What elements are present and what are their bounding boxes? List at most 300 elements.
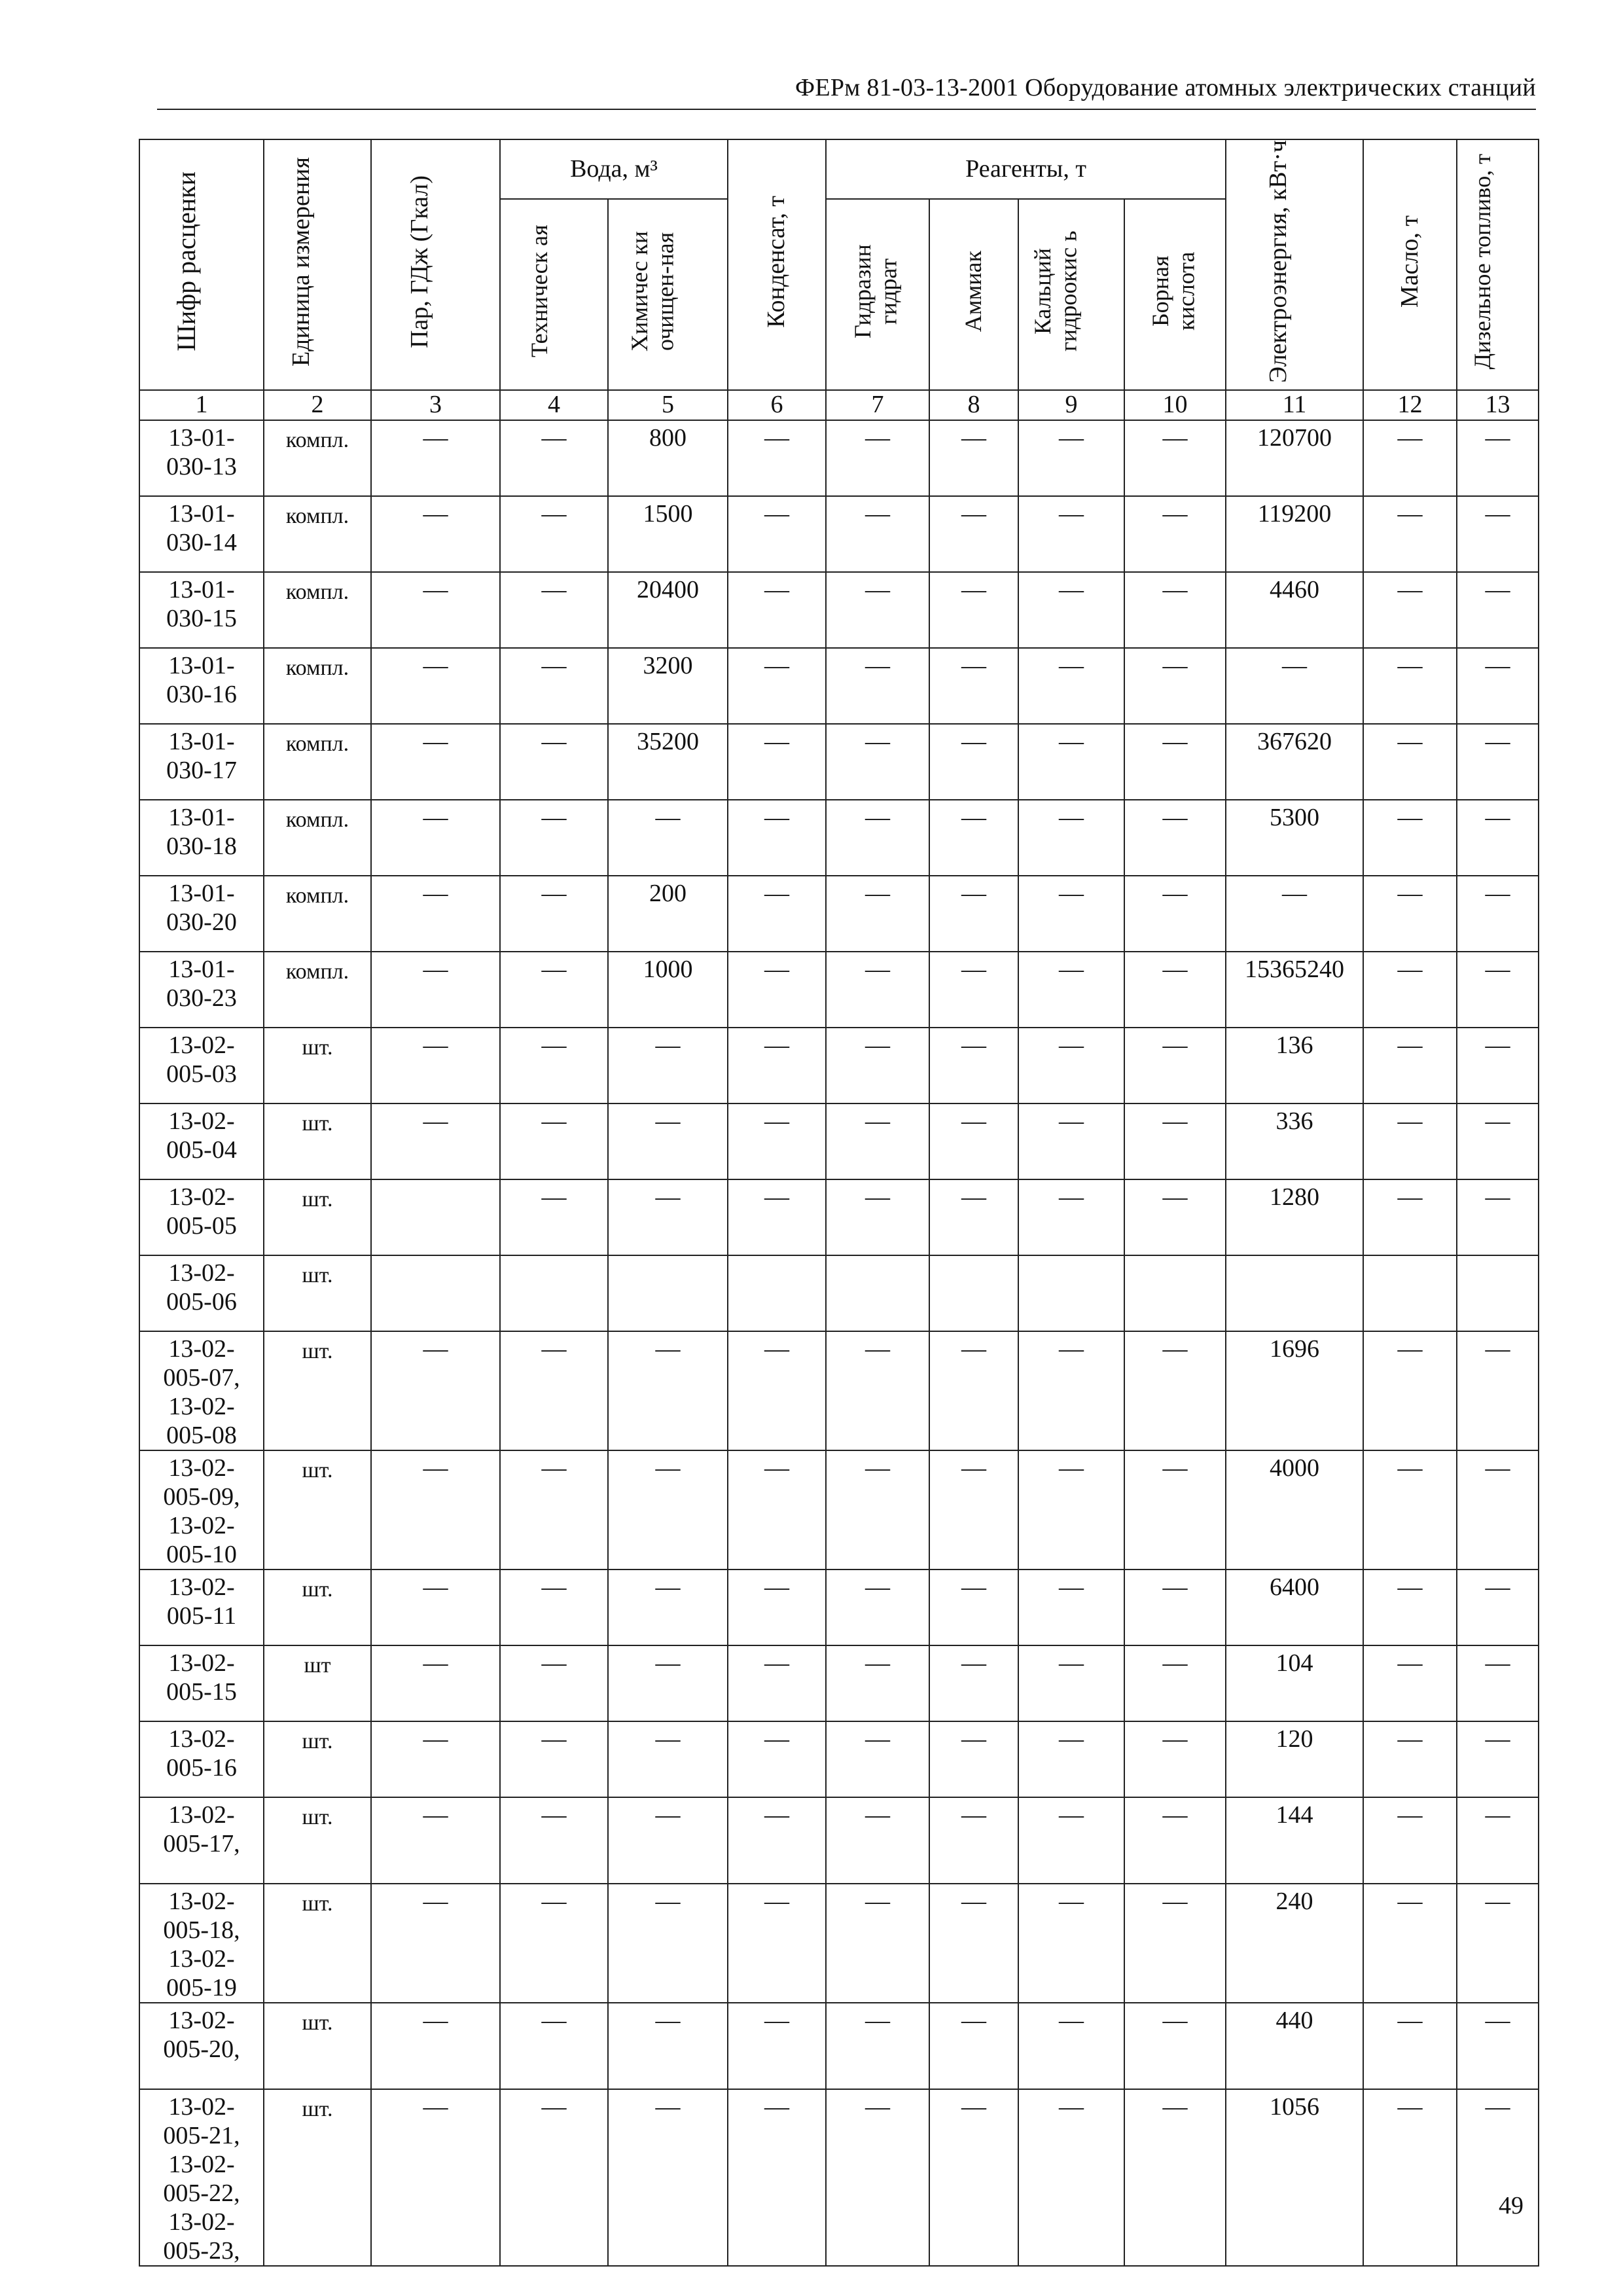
col-header-oil: Масло, т: [1363, 139, 1457, 390]
col-number: 7: [826, 390, 929, 420]
cell-c5: —: [608, 1797, 728, 1884]
cell-c5: —: [608, 1570, 728, 1645]
cell-c13: —: [1457, 1797, 1539, 1884]
cell-c9: —: [1018, 420, 1124, 496]
cell-c8: —: [929, 2089, 1018, 2266]
cell-c11: 6400: [1226, 1570, 1363, 1645]
cell-c6: —: [728, 1179, 826, 1255]
cell-c6: —: [728, 1645, 826, 1721]
cell-c10: —: [1124, 876, 1226, 952]
col-number: 12: [1363, 390, 1457, 420]
cell-c13: [1457, 1255, 1539, 1331]
cell-c6: —: [728, 724, 826, 800]
col-header-electricity: Электроэнергия, кВт·ч: [1226, 139, 1363, 390]
cell-c5: —: [608, 1103, 728, 1179]
cell-c9: —: [1018, 496, 1124, 572]
cell-c4: —: [500, 420, 608, 496]
table-row: [139, 1331, 1539, 1450]
cell-c10: —: [1124, 1884, 1226, 2003]
cell-c5: —: [608, 1450, 728, 1570]
cell-code: 13-02- 005-06: [139, 1255, 264, 1331]
cell-c3: —: [371, 1884, 500, 2003]
cell-c5: 800: [608, 420, 728, 496]
cell-c11: 120700: [1226, 420, 1363, 496]
cell-c6: —: [728, 1450, 826, 1570]
cell-code: 13-02- 005-09, 13-02- 005-10: [139, 1450, 264, 1570]
cell-c8: [929, 1255, 1018, 1331]
cell-code: 13-02- 005-07, 13-02- 005-08: [139, 1331, 264, 1450]
page-number: 49: [1499, 2192, 1524, 2219]
cell-c9: —: [1018, 1884, 1124, 2003]
cell-c11: 1280: [1226, 1179, 1363, 1255]
cell-c7: —: [826, 2003, 929, 2089]
cell-c4: —: [500, 1179, 608, 1255]
cell-c10: —: [1124, 2003, 1226, 2089]
cell-c12: —: [1363, 1570, 1457, 1645]
cell-c8: —: [929, 800, 1018, 876]
cell-c8: —: [929, 1884, 1018, 2003]
cell-c12: —: [1363, 800, 1457, 876]
cell-c8: —: [929, 1028, 1018, 1103]
col-number: 4: [500, 390, 608, 420]
cell-c3: —: [371, 2089, 500, 2266]
table-row: [139, 1103, 1539, 1179]
cell-c3: —: [371, 648, 500, 724]
cell-c6: —: [728, 1570, 826, 1645]
cell-c4: —: [500, 1721, 608, 1797]
cell-c6: —: [728, 420, 826, 496]
document-header-title: ФЕРм 81-03-13-2001 Оборудование атомных электрических станций: [795, 74, 1536, 101]
cell-c4: —: [500, 1645, 608, 1721]
cell-c13: —: [1457, 952, 1539, 1028]
cell-c6: —: [728, 1797, 826, 1884]
cell-c4: —: [500, 1331, 608, 1450]
cell-unit: шт.: [264, 1797, 371, 1884]
table-row: [139, 2089, 1539, 2266]
col-header-calcium: Кальций гидроокис ь: [1018, 199, 1124, 390]
cell-c5: —: [608, 2089, 728, 2266]
table-row: [139, 496, 1539, 572]
cell-code: 13-02- 005-17,: [139, 1797, 264, 1884]
cell-c12: —: [1363, 572, 1457, 648]
cell-c6: [728, 1255, 826, 1331]
cell-c13: —: [1457, 876, 1539, 952]
cell-c10: —: [1124, 800, 1226, 876]
cell-c11: 136: [1226, 1028, 1363, 1103]
cell-c13: —: [1457, 2089, 1539, 2266]
cell-c5: 20400: [608, 572, 728, 648]
cell-c7: —: [826, 496, 929, 572]
table-row: [139, 1570, 1539, 1645]
cell-c4: —: [500, 1103, 608, 1179]
col-number: 1: [139, 390, 264, 420]
cell-c10: —: [1124, 2089, 1226, 2266]
cell-c12: —: [1363, 648, 1457, 724]
cell-c10: [1124, 1255, 1226, 1331]
cell-c7: —: [826, 724, 929, 800]
cell-c12: —: [1363, 1028, 1457, 1103]
cell-c4: —: [500, 648, 608, 724]
cell-c13: —: [1457, 1103, 1539, 1179]
cell-c7: —: [826, 1721, 929, 1797]
cell-code: 13-02- 005-21, 13-02- 005-22, 13-02- 005-23,: [139, 2089, 264, 2266]
cell-c3: —: [371, 1645, 500, 1721]
cell-c12: [1363, 1255, 1457, 1331]
col-header-unit: Единица измерения: [264, 139, 371, 390]
cell-c3: —: [371, 1331, 500, 1450]
cell-c3: —: [371, 952, 500, 1028]
cell-c13: —: [1457, 2003, 1539, 2089]
cell-c10: —: [1124, 648, 1226, 724]
cell-unit: шт.: [264, 1028, 371, 1103]
cell-code: 13-02- 005-11: [139, 1570, 264, 1645]
cell-c7: —: [826, 952, 929, 1028]
col-number: 6: [728, 390, 826, 420]
cell-c4: —: [500, 1028, 608, 1103]
cell-c10: —: [1124, 572, 1226, 648]
cell-c11: 144: [1226, 1797, 1363, 1884]
cell-c9: —: [1018, 648, 1124, 724]
cell-unit: компл.: [264, 496, 371, 572]
cell-c7: —: [826, 1103, 929, 1179]
table-row: [139, 800, 1539, 876]
cell-c9: —: [1018, 1103, 1124, 1179]
table-row: [139, 1884, 1539, 2003]
cell-c7: —: [826, 800, 929, 876]
cell-c10: —: [1124, 1179, 1226, 1255]
cell-code: 13-02- 005-05: [139, 1179, 264, 1255]
cell-c6: —: [728, 1028, 826, 1103]
cell-code: 13-01- 030-13: [139, 420, 264, 496]
cell-c3: —: [371, 1721, 500, 1797]
cell-c4: —: [500, 1797, 608, 1884]
column-number-row: [139, 390, 1539, 420]
cell-unit: шт.: [264, 1179, 371, 1255]
cell-c9: —: [1018, 724, 1124, 800]
cell-c13: —: [1457, 1179, 1539, 1255]
col-header-code: Шифр расценки: [139, 139, 264, 390]
table-row: [139, 1721, 1539, 1797]
cell-unit: шт.: [264, 1721, 371, 1797]
cell-c11: 104: [1226, 1645, 1363, 1721]
col-number: 9: [1018, 390, 1124, 420]
cell-unit: шт.: [264, 1884, 371, 2003]
cell-c10: —: [1124, 1721, 1226, 1797]
cell-c9: —: [1018, 952, 1124, 1028]
cell-c10: —: [1124, 1645, 1226, 1721]
cell-c6: —: [728, 648, 826, 724]
cell-c12: —: [1363, 1450, 1457, 1570]
cell-c4: —: [500, 2089, 608, 2266]
col-number: 11: [1226, 390, 1363, 420]
cell-c6: —: [728, 1721, 826, 1797]
cell-unit: шт.: [264, 1450, 371, 1570]
cell-c13: —: [1457, 724, 1539, 800]
cell-c6: —: [728, 800, 826, 876]
cell-unit: шт.: [264, 2089, 371, 2266]
cell-c7: —: [826, 648, 929, 724]
cell-code: 13-01- 030-23: [139, 952, 264, 1028]
cell-c6: —: [728, 2003, 826, 2089]
cell-c9: —: [1018, 1645, 1124, 1721]
cell-c9: —: [1018, 1331, 1124, 1450]
table-row: [139, 876, 1539, 952]
cell-c3: —: [371, 496, 500, 572]
table-row: [139, 1179, 1539, 1255]
cell-c13: —: [1457, 420, 1539, 496]
cell-c4: —: [500, 800, 608, 876]
cell-c12: —: [1363, 2089, 1457, 2266]
cell-c9: —: [1018, 2089, 1124, 2266]
col-header-water-chem: Химичес ки очищен-ная: [608, 199, 728, 390]
col-number: 3: [371, 390, 500, 420]
cell-c12: —: [1363, 724, 1457, 800]
cell-c11: 15365240: [1226, 952, 1363, 1028]
table-row: [139, 1450, 1539, 1570]
cell-c9: —: [1018, 1570, 1124, 1645]
cell-unit: шт.: [264, 1103, 371, 1179]
cell-c7: —: [826, 1797, 929, 1884]
cell-c5: 200: [608, 876, 728, 952]
col-header-water-group: Вода, м³: [500, 139, 728, 199]
cell-c3: [371, 1255, 500, 1331]
cell-c9: —: [1018, 1797, 1124, 1884]
cell-c9: —: [1018, 1450, 1124, 1570]
cell-c5: 1500: [608, 496, 728, 572]
col-number: 10: [1124, 390, 1226, 420]
cell-c11: —: [1226, 876, 1363, 952]
cell-c10: —: [1124, 496, 1226, 572]
cell-c10: —: [1124, 1028, 1226, 1103]
cell-c10: —: [1124, 724, 1226, 800]
cell-c4: —: [500, 1450, 608, 1570]
cell-unit: шт.: [264, 1570, 371, 1645]
cell-c10: —: [1124, 1797, 1226, 1884]
cell-c3: —: [371, 572, 500, 648]
cell-c8: —: [929, 724, 1018, 800]
table-row: [139, 1255, 1539, 1331]
col-header-steam: Пар, ГДж (Гкал): [371, 139, 500, 390]
col-header-condensate: Конденсат, т: [728, 139, 826, 390]
cell-c3: —: [371, 1028, 500, 1103]
table-body: [139, 420, 1539, 2266]
cell-c11: 5300: [1226, 800, 1363, 876]
cell-unit: компл.: [264, 420, 371, 496]
cell-unit: шт.: [264, 1255, 371, 1331]
cell-c9: —: [1018, 800, 1124, 876]
cell-c10: —: [1124, 1103, 1226, 1179]
cell-c11: —: [1226, 648, 1363, 724]
cell-code: 13-02- 005-03: [139, 1028, 264, 1103]
cell-c13: —: [1457, 1331, 1539, 1450]
cell-c9: —: [1018, 876, 1124, 952]
table-row: [139, 1645, 1539, 1721]
cell-c3: —: [371, 420, 500, 496]
cell-c11: [1226, 1255, 1363, 1331]
cell-c7: —: [826, 1331, 929, 1450]
cell-code: 13-01- 030-15: [139, 572, 264, 648]
cell-code: 13-01- 030-18: [139, 800, 264, 876]
cell-c6: —: [728, 496, 826, 572]
cell-c11: 4000: [1226, 1450, 1363, 1570]
cell-c8: —: [929, 420, 1018, 496]
cell-unit: шт.: [264, 1331, 371, 1450]
cell-c8: —: [929, 1331, 1018, 1450]
col-header-ammonia: Аммиак: [929, 199, 1018, 390]
cell-c4: —: [500, 1570, 608, 1645]
cell-c8: —: [929, 1570, 1018, 1645]
cell-c3: —: [371, 1450, 500, 1570]
cell-c8: —: [929, 2003, 1018, 2089]
cell-unit: компл.: [264, 648, 371, 724]
cell-c12: —: [1363, 952, 1457, 1028]
cell-c13: —: [1457, 1028, 1539, 1103]
cell-c7: —: [826, 572, 929, 648]
cell-c4: —: [500, 1884, 608, 2003]
cell-c7: —: [826, 1570, 929, 1645]
cell-unit: компл.: [264, 876, 371, 952]
cell-c8: —: [929, 1645, 1018, 1721]
cell-c5: —: [608, 1721, 728, 1797]
table-row: [139, 2003, 1539, 2089]
cell-c13: —: [1457, 572, 1539, 648]
cell-c11: 120: [1226, 1721, 1363, 1797]
cell-c7: —: [826, 2089, 929, 2266]
col-header-hydrazine: Гидразин гидрат: [826, 199, 929, 390]
cell-c6: —: [728, 572, 826, 648]
cell-c13: —: [1457, 1570, 1539, 1645]
cell-c12: —: [1363, 876, 1457, 952]
cell-c12: —: [1363, 1645, 1457, 1721]
cell-c4: —: [500, 572, 608, 648]
cell-c3: —: [371, 800, 500, 876]
col-header-reagents-group: Реагенты, т: [826, 139, 1226, 199]
cell-c9: —: [1018, 1179, 1124, 1255]
cell-c10: —: [1124, 952, 1226, 1028]
cell-c5: —: [608, 1331, 728, 1450]
cell-c11: 336: [1226, 1103, 1363, 1179]
cell-c7: —: [826, 1884, 929, 2003]
cell-c5: 35200: [608, 724, 728, 800]
cell-c8: —: [929, 572, 1018, 648]
cell-c13: —: [1457, 496, 1539, 572]
cell-c5: —: [608, 1884, 728, 2003]
header-divider: [157, 109, 1536, 110]
cell-code: 13-01- 030-17: [139, 724, 264, 800]
cell-c5: —: [608, 1179, 728, 1255]
cell-c6: —: [728, 1884, 826, 2003]
table-row: [139, 572, 1539, 648]
cell-unit: компл.: [264, 724, 371, 800]
cell-c12: —: [1363, 1331, 1457, 1450]
cell-c10: —: [1124, 420, 1226, 496]
cell-c11: 367620: [1226, 724, 1363, 800]
cell-c5: 1000: [608, 952, 728, 1028]
cell-c11: 4460: [1226, 572, 1363, 648]
cell-code: 13-01- 030-16: [139, 648, 264, 724]
cell-c6: —: [728, 876, 826, 952]
cell-c10: —: [1124, 1570, 1226, 1645]
cell-c9: —: [1018, 1721, 1124, 1797]
cell-c7: —: [826, 876, 929, 952]
col-number: 2: [264, 390, 371, 420]
cell-c3: —: [371, 876, 500, 952]
cell-unit: шт: [264, 1645, 371, 1721]
cell-code: 13-02- 005-04: [139, 1103, 264, 1179]
cell-c5: —: [608, 2003, 728, 2089]
col-number: 8: [929, 390, 1018, 420]
cell-c6: —: [728, 2089, 826, 2266]
cell-c8: —: [929, 648, 1018, 724]
cell-c4: [500, 1255, 608, 1331]
table-row: [139, 724, 1539, 800]
cell-code: 13-02- 005-20,: [139, 2003, 264, 2089]
cell-unit: компл.: [264, 800, 371, 876]
cell-c7: —: [826, 1450, 929, 1570]
table-row: [139, 952, 1539, 1028]
cell-c5: 3200: [608, 648, 728, 724]
cell-c6: —: [728, 952, 826, 1028]
col-header-boric: Борная кислота: [1124, 199, 1226, 390]
cell-c4: —: [500, 2003, 608, 2089]
cell-c7: —: [826, 420, 929, 496]
col-number: 13: [1457, 390, 1539, 420]
col-number: 5: [608, 390, 728, 420]
cell-c5: —: [608, 1645, 728, 1721]
cell-unit: компл.: [264, 572, 371, 648]
cell-code: 13-02- 005-16: [139, 1721, 264, 1797]
cell-c12: —: [1363, 1884, 1457, 2003]
cell-c8: —: [929, 1721, 1018, 1797]
cell-c13: —: [1457, 648, 1539, 724]
cell-c8: —: [929, 1179, 1018, 1255]
cell-c8: —: [929, 1450, 1018, 1570]
cell-c11: 1696: [1226, 1331, 1363, 1450]
cell-c7: —: [826, 1179, 929, 1255]
cell-c6: —: [728, 1103, 826, 1179]
cell-c13: —: [1457, 1884, 1539, 2003]
cell-c5: [608, 1255, 728, 1331]
col-header-water-tech: Техническ ая: [500, 199, 608, 390]
cell-c9: —: [1018, 572, 1124, 648]
cell-c3: —: [371, 2003, 500, 2089]
cell-c7: —: [826, 1645, 929, 1721]
cell-c4: —: [500, 952, 608, 1028]
cell-c9: —: [1018, 1028, 1124, 1103]
cell-c5: —: [608, 1028, 728, 1103]
cell-code: 13-02- 005-18, 13-02- 005-19: [139, 1884, 264, 2003]
cell-c12: —: [1363, 1103, 1457, 1179]
cell-code: 13-01- 030-20: [139, 876, 264, 952]
cell-c8: —: [929, 1103, 1018, 1179]
cell-c13: —: [1457, 1450, 1539, 1570]
cell-c10: —: [1124, 1450, 1226, 1570]
cell-c3: —: [371, 724, 500, 800]
cell-c12: —: [1363, 1797, 1457, 1884]
resource-table: [139, 139, 1539, 2267]
cell-c9: —: [1018, 2003, 1124, 2089]
cell-c5: —: [608, 800, 728, 876]
table-row: [139, 1797, 1539, 1884]
cell-unit: шт.: [264, 2003, 371, 2089]
cell-unit: компл.: [264, 952, 371, 1028]
table-row: [139, 420, 1539, 496]
cell-c13: —: [1457, 1721, 1539, 1797]
cell-c3: —: [371, 1570, 500, 1645]
cell-c12: —: [1363, 420, 1457, 496]
cell-c12: —: [1363, 1721, 1457, 1797]
table-row: [139, 1028, 1539, 1103]
